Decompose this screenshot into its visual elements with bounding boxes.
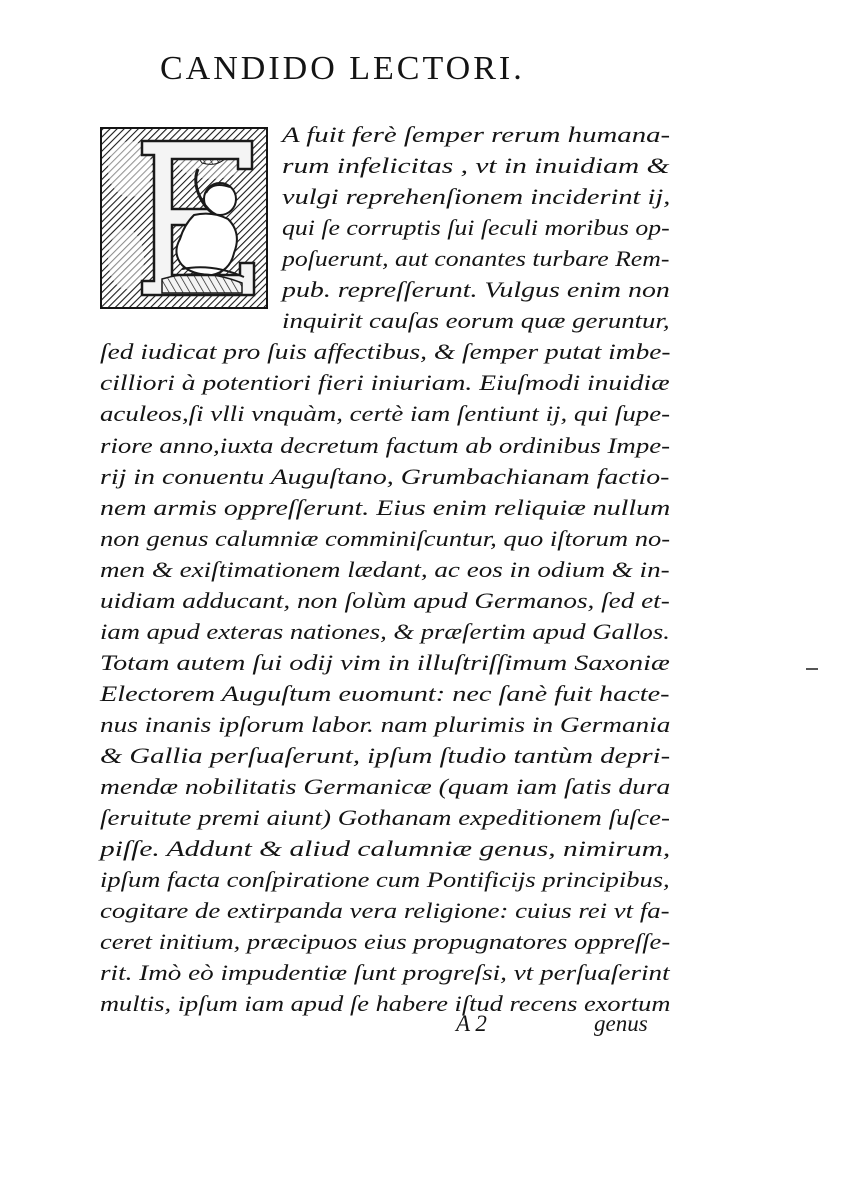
text-line: multis, ipſum iam apud ſe habere iſtud recens exortum	[100, 991, 671, 1017]
decorated-initial-e	[100, 127, 268, 309]
text-line: Totam autem ſui odij vim in illuſtriſſimum Saxoniæ	[100, 649, 670, 675]
text-line: vulgi reprehenſionem inciderint ij,	[282, 184, 671, 210]
text-line: iam apud exteras nationes, & præſertim apud Gallos.	[100, 618, 670, 644]
text-line: qui ſe corruptis ſui ſeculi moribus op-	[282, 215, 670, 241]
text-line: piſſe. Addunt & aliud calumniæ genus, nimirum,	[100, 836, 671, 862]
text-line: ſed iudicat pro ſuis affectibus, & ſemper putat imbe-	[100, 339, 671, 365]
text-line: cogitare de extirpanda vera religione: cuius rei vt fa-	[100, 898, 670, 924]
text-line: rit. Imò eò impudentiæ ſunt progreſsi, vt perſuaſerint	[100, 960, 670, 986]
text-line: mendæ nobilitatis Germanicæ (quam iam ſatis dura	[100, 774, 671, 800]
text-line: rum infelicitas , vt in inuidiam &	[282, 153, 670, 179]
text-line: ceret initium, præcipuos eius propugnatores oppreſſe-	[100, 929, 671, 955]
text-line: inquirit cauſas eorum quæ geruntur,	[282, 308, 670, 334]
margin-mark	[806, 668, 818, 670]
text-line: pub. repreſſerunt. Vulgus enim non	[282, 277, 670, 303]
text-line: men & exiſtimationem lædant, ac eos in odium & in-	[100, 556, 670, 582]
text-line: aculeos,ſi vlli vnquàm, certè iam ſentiunt ij, qui ſupe-	[100, 401, 671, 427]
text-line: cilliori à potentiori fieri iniuriam. Eiuſmodi inuidiæ	[100, 370, 670, 396]
text-line: rij in conuentu Auguſtano, Grumbachianam factio-	[100, 463, 670, 489]
text-line: A fuit ferè ſemper rerum humana-	[282, 122, 671, 147]
page-heading: CANDIDO LECTORI.	[160, 50, 525, 87]
text-line: Electorem Auguſtum euomunt: nec ſanè fuit hacte-	[100, 680, 670, 706]
text-line: uidiam adducant, non ſolùm apud Germanos, ſed et-	[100, 587, 670, 613]
text-line: ipſum facta conſpiratione cum Pontificijs principibus,	[100, 867, 670, 893]
text-line: nus inanis ipſorum labor. nam plurimis in Germania	[100, 711, 671, 737]
text-line: nem armis oppreſſerunt. Eius enim reliquiæ nullum	[100, 494, 671, 520]
text-line: riore anno,iuxta decretum factum ab ordinibus Impe-	[100, 432, 671, 458]
catchword: genus	[594, 1011, 648, 1036]
text-line: poſuerunt, aut conantes turbare Rem-	[282, 246, 670, 272]
woodcut-illustration	[102, 129, 266, 307]
text-line: non genus calumniæ comminiſcuntur, quo iſtorum no-	[100, 525, 671, 551]
text-line: & Gallia perſuaſerunt, ipſum ſtudio tantùm depri-	[100, 743, 671, 768]
signature-mark: A 2	[456, 1011, 487, 1036]
text-line: ſeruitute premi aiunt) Gothanam expeditionem ſuſce-	[100, 805, 670, 831]
